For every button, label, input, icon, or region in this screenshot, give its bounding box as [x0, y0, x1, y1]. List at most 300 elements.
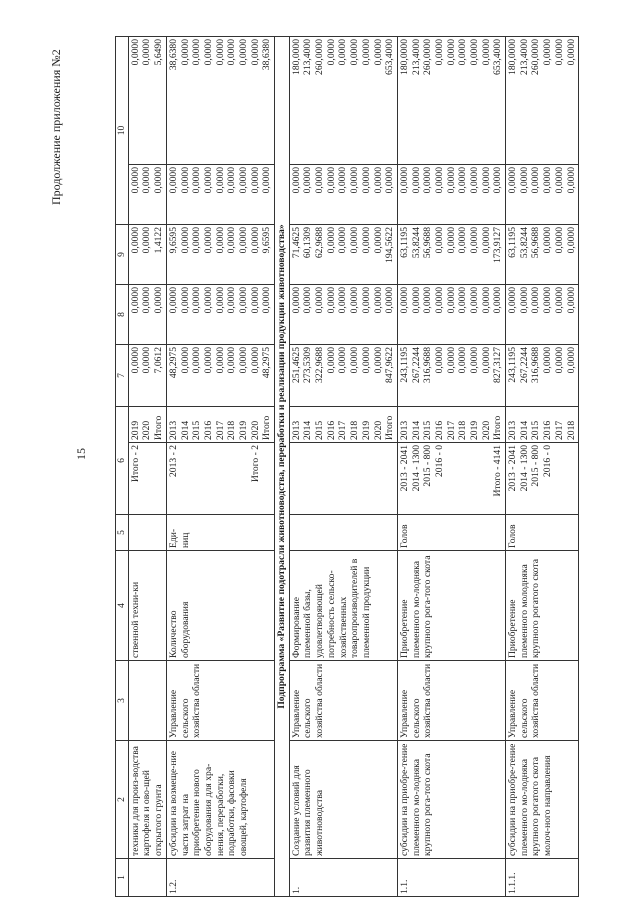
indicator: Приобретение племенного мо-лодняка крупного рога-того скота [397, 551, 505, 661]
year-line: 2018 [226, 420, 238, 440]
value-local-line: 0,0000 [261, 166, 273, 194]
value-regional-line: 9,6595 [261, 226, 273, 254]
indicator: Количество оборудования [166, 551, 274, 661]
value-federal-line: 0,0000 [457, 286, 469, 314]
value-total-line: 267,2244 [410, 346, 422, 383]
value-regional-line: 0,0000 [372, 226, 384, 254]
indicator-values [166, 443, 274, 515]
value-regional-line: 0,0000 [214, 226, 226, 254]
value-federal-line: 0,0000 [372, 286, 384, 314]
value-regional-line: 0,0000 [202, 226, 214, 254]
unit: Голов [397, 515, 505, 551]
value-local-line: 0,0000 [214, 166, 226, 194]
value-federal-line: 0,0000 [153, 286, 165, 314]
year-line: 2014 [302, 420, 314, 440]
value-extra-line: 0,0000 [349, 38, 361, 66]
unit: Голов [506, 515, 579, 551]
year-line: 2014 [410, 420, 422, 440]
indicator-values-line: 2013 - 2041 [507, 445, 519, 492]
value-extra-line: 653,4000 [384, 38, 396, 75]
value-extra-line: 213,4000 [302, 38, 314, 75]
value-local-line: 0,0000 [141, 166, 153, 194]
value-total [128, 344, 166, 406]
value-local-line: 0,0000 [372, 166, 384, 194]
value-federal [166, 284, 274, 344]
value-federal-line: 0,0000 [565, 286, 577, 314]
value-local-line: 0,0000 [507, 166, 519, 194]
value-federal-line: 0,0000 [507, 286, 519, 314]
value-federal-line: 0,0000 [410, 286, 422, 314]
value-extra-line: 260,0000 [314, 38, 326, 75]
value-total [289, 344, 397, 406]
value-total-line: 0,0000 [325, 346, 337, 374]
value-extra-line: 213,4000 [518, 38, 530, 75]
value-regional-line: 9,6595 [167, 226, 179, 254]
value-total-line: 827,3127 [492, 346, 504, 383]
year-line: 2015 [530, 420, 542, 440]
value-extra-line: 0,0000 [141, 38, 153, 66]
value-regional-line: 0,0000 [237, 226, 249, 254]
value-total-line: 251,4625 [290, 346, 302, 383]
value-regional-line: 0,0000 [325, 226, 337, 254]
value-extra [289, 36, 397, 164]
value-extra-line: 0,0000 [129, 38, 141, 66]
value-extra-line: 0,0000 [372, 38, 384, 66]
value-federal [506, 284, 579, 344]
value-federal [128, 284, 166, 344]
value-federal-line: 0,0000 [518, 286, 530, 314]
value-regional-line: 63,1195 [398, 226, 410, 258]
executor: Управление сельского хозяйства области [289, 661, 397, 741]
value-local-line: 0,0000 [530, 166, 542, 194]
year [289, 406, 397, 442]
value-extra-line: 0,0000 [542, 38, 554, 66]
indicator-values [289, 443, 397, 515]
measure-name: субсидии на приобре-тение племенного мо-лодняка крупного рогатого скота молоч-ного направления [506, 741, 579, 859]
year-line: 2020 [249, 420, 261, 440]
value-federal-line: 0,0000 [290, 286, 302, 314]
measure-name: Создание условий для развития племенного животноводства [289, 741, 397, 859]
indicator: Приобретение племенного молодняка крупного рогатого скота [506, 551, 579, 661]
value-federal-line: 0,0000 [349, 286, 361, 314]
year-line: 2018 [349, 420, 361, 440]
value-total-line: 273,5309 [302, 346, 314, 383]
value-extra-line: 0,0000 [226, 38, 238, 66]
value-total-line: 0,0000 [226, 346, 238, 374]
value-regional-line: 0,0000 [226, 226, 238, 254]
value-regional-line: 0,0000 [360, 226, 372, 254]
measure-name: субсидии на приобре-тение племенного мо-лодняка крупного рога-того скота [397, 741, 505, 859]
year-line: 2013 [507, 420, 519, 440]
value-extra-line: 0,0000 [237, 38, 249, 66]
year-line: 2015 [314, 420, 326, 440]
indicator-values-line: Итого - 2 [129, 445, 141, 483]
indicator-values-line [457, 445, 469, 512]
year-line: 2017 [214, 420, 226, 440]
year-line: Итого [384, 415, 396, 440]
unit: Еди-ниц [166, 515, 274, 551]
year-line: Итого [153, 415, 165, 440]
value-total-line: 0,0000 [214, 346, 226, 374]
unit [128, 515, 166, 551]
table-row [166, 36, 274, 896]
value-regional-line: 56,9688 [530, 226, 542, 259]
value-regional-line: 53,8244 [410, 226, 422, 259]
appendix-caption: Продолжение приложения №2 [49, 49, 63, 205]
table-row [128, 36, 166, 896]
column-header-6: 6 [116, 406, 129, 514]
value-regional-line: 0,0000 [179, 226, 191, 254]
year-line: Итого [261, 415, 273, 440]
value-total-line: 0,0000 [457, 346, 469, 374]
value-extra-line: 180,0000 [507, 38, 519, 75]
value-regional [397, 224, 505, 284]
value-local-line: 0,0000 [457, 166, 469, 194]
indicator-values-line [215, 445, 227, 512]
column-header-10: 10 [116, 36, 129, 224]
value-total-line: 316,9688 [422, 346, 434, 383]
value-total-line: 847,9622 [384, 346, 396, 383]
value-federal-line: 0,0000 [237, 286, 249, 314]
value-local-line: 0,0000 [384, 166, 396, 194]
value-local-line: 0,0000 [553, 166, 565, 194]
value-total-line: 48,2975 [261, 346, 273, 379]
value-local-line: 0,0000 [191, 166, 203, 194]
subprogram-title: Подпрограмма «Развитие подотрасли животноводства, переработки и реализации продукции животноводства» [275, 36, 290, 896]
value-total-line: 0,0000 [542, 346, 554, 374]
year-line: 2020 [141, 420, 153, 440]
indicator: Формирование племенной базы, удовлетворяющей потребность сельско-хозяйственных товаропроизводителей в племенной продукции [289, 551, 397, 661]
value-local-line: 0,0000 [129, 166, 141, 194]
value-local-line: 0,0000 [325, 166, 337, 194]
executor [128, 661, 166, 741]
value-local-line: 0,0000 [179, 166, 191, 194]
value-federal-line: 0,0000 [191, 286, 203, 314]
value-local-line: 0,0000 [469, 166, 481, 194]
row-number [128, 859, 166, 897]
value-federal-line: 0,0000 [530, 286, 542, 314]
column-header-1: 1 [116, 859, 129, 897]
row-number: 1.2. [166, 859, 274, 897]
value-regional-line: 0,0000 [457, 226, 469, 254]
value-extra [128, 36, 166, 164]
value-total-line: 0,0000 [445, 346, 457, 374]
value-extra-line: 0,0000 [202, 38, 214, 66]
value-local-line: 0,0000 [302, 166, 314, 194]
value-extra-line: 0,0000 [214, 38, 226, 66]
value-extra-line: 260,0000 [530, 38, 542, 75]
value-federal-line: 0,0000 [167, 286, 179, 314]
value-total-line: 0,0000 [349, 346, 361, 374]
value-federal [289, 284, 397, 344]
value-federal-line: 0,0000 [492, 286, 504, 314]
value-regional-line: 0,0000 [249, 226, 261, 254]
value-local [166, 164, 274, 224]
measure-name: субсидии на возмеще-ние части затрат на приобретение нового оборудования для хра-нения, переработки, подработки, фасовки овощей, картофеля [166, 741, 274, 859]
value-local-line: 0,0000 [360, 166, 372, 194]
year [506, 406, 579, 442]
value-federal-line: 0,0000 [337, 286, 349, 314]
value-local-line: 0,0000 [398, 166, 410, 194]
value-regional-line: 0,0000 [433, 226, 445, 254]
value-local [397, 164, 505, 224]
value-local-line: 0,0000 [337, 166, 349, 194]
value-regional-line: 194,5622 [384, 226, 396, 263]
year-line: 2020 [372, 420, 384, 440]
value-total-line: 0,0000 [565, 346, 577, 374]
value-local-line: 0,0000 [433, 166, 445, 194]
executor: Управление сельского хозяйства области [166, 661, 274, 741]
value-extra-line: 0,0000 [337, 38, 349, 66]
value-extra-line: 0,0000 [249, 38, 261, 66]
value-total-line: 0,0000 [129, 346, 141, 374]
value-federal-line: 0,0000 [422, 286, 434, 314]
value-total-line: 0,0000 [433, 346, 445, 374]
year-line: Итого [492, 415, 504, 440]
value-local-line: 0,0000 [349, 166, 361, 194]
value-local-line: 0,0000 [226, 166, 238, 194]
year-line: 2016 [325, 420, 337, 440]
year-line: 2013 [290, 420, 302, 440]
value-local-line: 0,0000 [422, 166, 434, 194]
row-number: 1.1. [397, 859, 505, 897]
indicator-values-line: 2013 - 2041 [398, 445, 410, 492]
value-local-line: 0,0000 [202, 166, 214, 194]
year-line: 2013 [167, 420, 179, 440]
value-local-line: 0,0000 [167, 166, 179, 194]
value-regional-line: 0,0000 [480, 226, 492, 254]
value-federal-line: 0,0000 [314, 286, 326, 314]
value-extra [166, 36, 274, 164]
year-line: 2016 [433, 420, 445, 440]
value-regional-line: 0,0000 [565, 226, 577, 254]
row-number: 1.1.1. [506, 859, 579, 897]
value-federal-line: 0,0000 [480, 286, 492, 314]
value-regional [166, 224, 274, 284]
value-total-line: 0,0000 [237, 346, 249, 374]
value-extra-line: 213,4000 [410, 38, 422, 75]
value-regional-line: 0,0000 [191, 226, 203, 254]
indicator-values-line [481, 445, 493, 512]
value-total-line: 0,0000 [202, 346, 214, 374]
value-regional-line: 0,0000 [542, 226, 554, 254]
value-extra-line: 0,0000 [325, 38, 337, 66]
budget-table [115, 36, 579, 897]
year-line: 2020 [480, 420, 492, 440]
value-extra-line: 0,0000 [191, 38, 203, 66]
value-total-line: 0,0000 [469, 346, 481, 374]
value-total-line: 0,0000 [179, 346, 191, 374]
value-local-line: 0,0000 [518, 166, 530, 194]
value-regional-line: 62,9688 [314, 226, 326, 259]
value-federal-line: 0,0000 [141, 286, 153, 314]
value-extra-line: 0,0000 [445, 38, 457, 66]
value-regional-line: 0,0000 [469, 226, 481, 254]
value-total [506, 344, 579, 406]
year-line: 2014 [518, 420, 530, 440]
value-local-line: 0,0000 [314, 166, 326, 194]
value-federal-line: 0,0000 [542, 286, 554, 314]
value-extra [397, 36, 505, 164]
value-total-line: 0,0000 [191, 346, 203, 374]
year-line: 2019 [469, 420, 481, 440]
value-total-line: 0,0000 [141, 346, 153, 374]
value-federal-line: 0,0000 [249, 286, 261, 314]
value-local-line: 0,0000 [410, 166, 422, 194]
value-local-line: 0,0000 [153, 166, 165, 194]
value-total-line: 243,1195 [398, 346, 410, 383]
year-line: 2017 [445, 420, 457, 440]
value-total [397, 344, 505, 406]
indicator-values-line [238, 445, 250, 512]
indicator-values-line: 2016 - 0 [433, 445, 445, 477]
year-line: 2014 [179, 420, 191, 440]
value-local-line: 0,0000 [542, 166, 554, 194]
indicator-values-line [191, 445, 203, 512]
value-federal-line: 0,0000 [129, 286, 141, 314]
value-local-line: 0,0000 [237, 166, 249, 194]
indicator-values [397, 443, 505, 515]
unit [289, 515, 397, 551]
value-extra-line: 0,0000 [565, 38, 577, 66]
column-header-4: 4 [116, 551, 129, 661]
year-line: 2013 [398, 420, 410, 440]
value-local [506, 164, 579, 224]
value-regional-line: 71,4625 [290, 226, 302, 259]
value-extra-line: 0,0000 [469, 38, 481, 66]
value-federal-line: 0,0000 [360, 286, 372, 314]
year-line: 2019 [360, 420, 372, 440]
value-regional [289, 224, 397, 284]
value-total-line: 243,1195 [507, 346, 519, 383]
value-total-line: 0,0000 [553, 346, 565, 374]
value-federal-line: 0,0000 [214, 286, 226, 314]
value-total-line: 7,0612 [153, 346, 165, 374]
value-extra [506, 36, 579, 164]
indicator-values-line: Итого - 2 [249, 445, 261, 483]
value-total-line: 0,0000 [360, 346, 372, 374]
column-header-2: 2 [116, 741, 129, 859]
indicator-values-line [446, 445, 458, 512]
value-extra-line: 0,0000 [480, 38, 492, 66]
value-total-line: 316,9688 [530, 346, 542, 383]
column-header-5: 5 [116, 515, 129, 551]
value-regional [128, 224, 166, 284]
value-extra-line: 260,0000 [422, 38, 434, 75]
value-federal-line: 0,0000 [325, 286, 337, 314]
indicator-values-line: 2014 - 1300 [518, 445, 530, 492]
value-regional-line: 60,1309 [302, 226, 314, 259]
year [166, 406, 274, 442]
value-federal-line: 0,0000 [179, 286, 191, 314]
indicator-values [506, 443, 579, 515]
value-extra-line: 0,0000 [360, 38, 372, 66]
value-local-line: 0,0000 [480, 166, 492, 194]
value-federal-line: 0,0000 [445, 286, 457, 314]
header-row [116, 36, 129, 896]
indicator-values-line: 2015 - 800 [530, 445, 542, 487]
value-extra-line: 0,0000 [179, 38, 191, 66]
value-total-line: 0,0000 [249, 346, 261, 374]
indicator: ственной техни-ки [128, 551, 166, 661]
value-regional-line: 173,9127 [492, 226, 504, 263]
measure-name: техники для произ-водства картофеля и ово-щей открытого грунта [128, 741, 166, 859]
value-regional-line: 0,0000 [553, 226, 565, 254]
indicator-values-line [180, 445, 192, 512]
column-header-8: 8 [116, 284, 129, 344]
value-regional-line: 0,0000 [349, 226, 361, 254]
value-extra-line: 38,6380 [167, 38, 179, 71]
page-number: 15 [74, 448, 88, 460]
value-extra-line: 38,6380 [261, 38, 273, 71]
value-extra-line: 180,0000 [398, 38, 410, 75]
value-total-line: 0,0000 [372, 346, 384, 374]
value-total [166, 344, 274, 406]
indicator-values-line: 2015 - 800 [422, 445, 434, 487]
indicator-values-line: 2016 - 0 [542, 445, 554, 477]
value-federal-line: 0,0000 [384, 286, 396, 314]
indicator-values-line [226, 445, 238, 512]
value-local-line: 0,0000 [492, 166, 504, 194]
value-regional-line: 53,8244 [518, 226, 530, 259]
value-federal-line: 0,0000 [202, 286, 214, 314]
value-regional-line: 63,1195 [507, 226, 519, 258]
indicator-values-line: 2014 - 1300 [410, 445, 422, 492]
year-line: 2017 [337, 420, 349, 440]
year-line: 2019 [129, 420, 141, 440]
value-federal-line: 0,0000 [261, 286, 273, 314]
column-header-7: 7 [116, 344, 129, 406]
year-line: 2018 [565, 420, 577, 440]
year [397, 406, 505, 442]
indicator-values [128, 443, 166, 515]
indicator-values-line: Итого - 4141 [492, 445, 504, 497]
year-line: 2016 [542, 420, 554, 440]
value-federal-line: 0,0000 [469, 286, 481, 314]
value-federal-line: 0,0000 [226, 286, 238, 314]
value-local-line: 0,0000 [249, 166, 261, 194]
executor: Управление сельского хозяйства области [506, 661, 579, 741]
value-local-line: 0,0000 [565, 166, 577, 194]
year-line: 2016 [202, 420, 214, 440]
column-header-3: 3 [116, 661, 129, 741]
year-line: 2017 [553, 420, 565, 440]
value-total-line: 0,0000 [480, 346, 492, 374]
year-line: 2015 [422, 420, 434, 440]
value-total-line: 48,2975 [167, 346, 179, 379]
indicator-values-line [469, 445, 481, 512]
value-federal-line: 0,0000 [302, 286, 314, 314]
value-total-line: 267,2244 [518, 346, 530, 383]
value-regional-line: 0,0000 [445, 226, 457, 254]
value-regional [506, 224, 579, 284]
value-federal [397, 284, 505, 344]
indicator-values-line: 2013 - 2 [167, 445, 179, 477]
value-federal-line: 0,0000 [398, 286, 410, 314]
value-extra-line: 0,0000 [457, 38, 469, 66]
value-extra-line: 653,4000 [492, 38, 504, 75]
value-regional-line: 0,0000 [141, 226, 153, 254]
year-line: 2015 [191, 420, 203, 440]
indicator-values-line [203, 445, 215, 512]
value-local-line: 0,0000 [290, 166, 302, 194]
year-line: 2019 [237, 420, 249, 440]
value-regional-line: 56,9688 [422, 226, 434, 259]
value-regional-line: 0,0000 [129, 226, 141, 254]
value-federal-line: 0,0000 [553, 286, 565, 314]
column-header-9: 9 [116, 224, 129, 284]
year [128, 406, 166, 442]
